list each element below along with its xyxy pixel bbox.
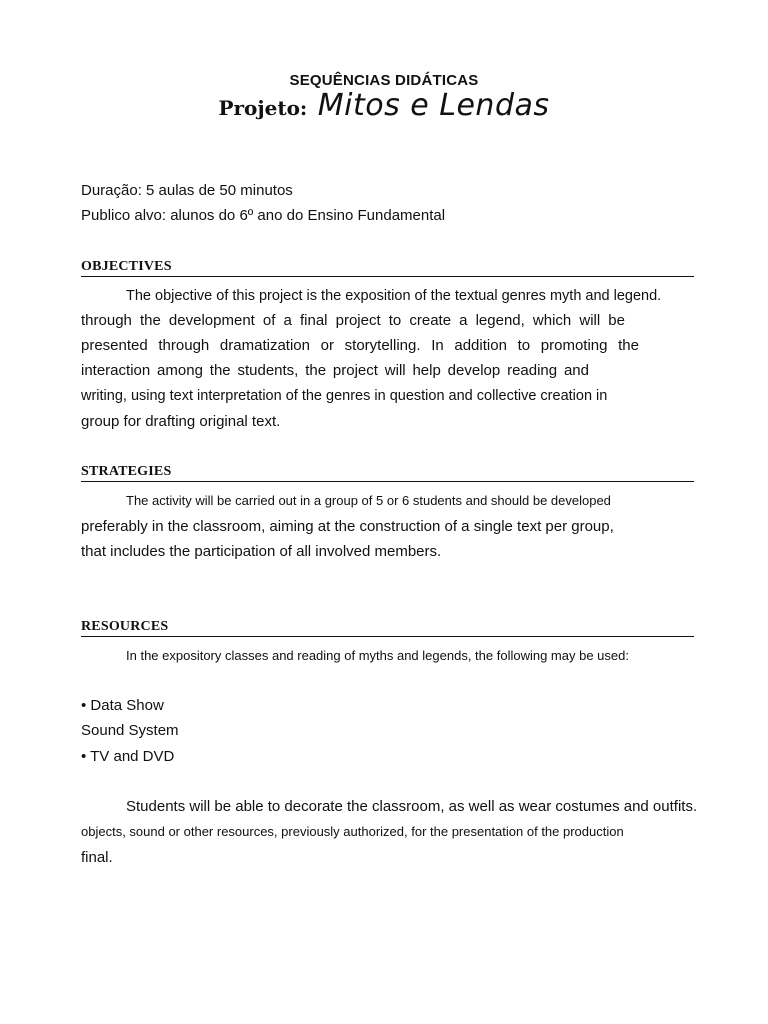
strategies-line: preferably in the classroom, aiming at the construction of a single text per group,: [81, 518, 614, 535]
project-prefix: Projeto:: [218, 96, 308, 120]
objectives-line: group for drafting original text.: [81, 413, 281, 430]
duration-line: Duração: 5 aulas de 50 minutos: [81, 182, 293, 199]
objectives-heading: OBJECTIVES: [81, 259, 694, 277]
objectives-line: through the development of a final project to create a legend, which will be: [81, 312, 625, 329]
strategies-line: that includes the participation of all involved members.: [81, 543, 442, 560]
objectives-line: presented through dramatization or storytelling. In addition to promoting the: [81, 337, 639, 354]
objectives-line: interaction among the students, the project will help develop reading and: [81, 362, 589, 379]
resource-item-data-show: • Data Show: [81, 697, 164, 714]
document-title: SEQUÊNCIAS DIDÁTICAS: [289, 72, 479, 89]
resources-heading: RESOURCES: [81, 619, 694, 637]
objectives-line: writing, using text interpretation of the genres in question and collective creation in: [81, 388, 608, 404]
resources-intro: In the expository classes and reading of myths and legends, the following may be used:: [126, 648, 629, 663]
resources-closing-line: Students will be able to decorate the classroom, as well as wear costumes and outfits.: [126, 798, 698, 815]
resources-closing-line: final.: [81, 849, 113, 866]
project-title: [0, 88, 768, 123]
strategies-heading: STRATEGIES: [81, 464, 694, 482]
resource-item-sound-system: Sound System: [81, 722, 179, 739]
project-name: Mitos e Lendas: [317, 88, 550, 123]
resources-closing-line: objects, sound or other resources, previously authorized, for the presentation of the production: [81, 824, 624, 839]
objectives-line: The objective of this project is the exposition of the textual genres myth and legend.: [126, 288, 662, 304]
resource-item-tv-dvd: • TV and DVD: [81, 748, 175, 765]
audience-line: Publico alvo: alunos do 6º ano do Ensino Fundamental: [81, 207, 446, 224]
strategies-line: The activity will be carried out in a group of 5 or 6 students and should be developed: [126, 493, 611, 508]
